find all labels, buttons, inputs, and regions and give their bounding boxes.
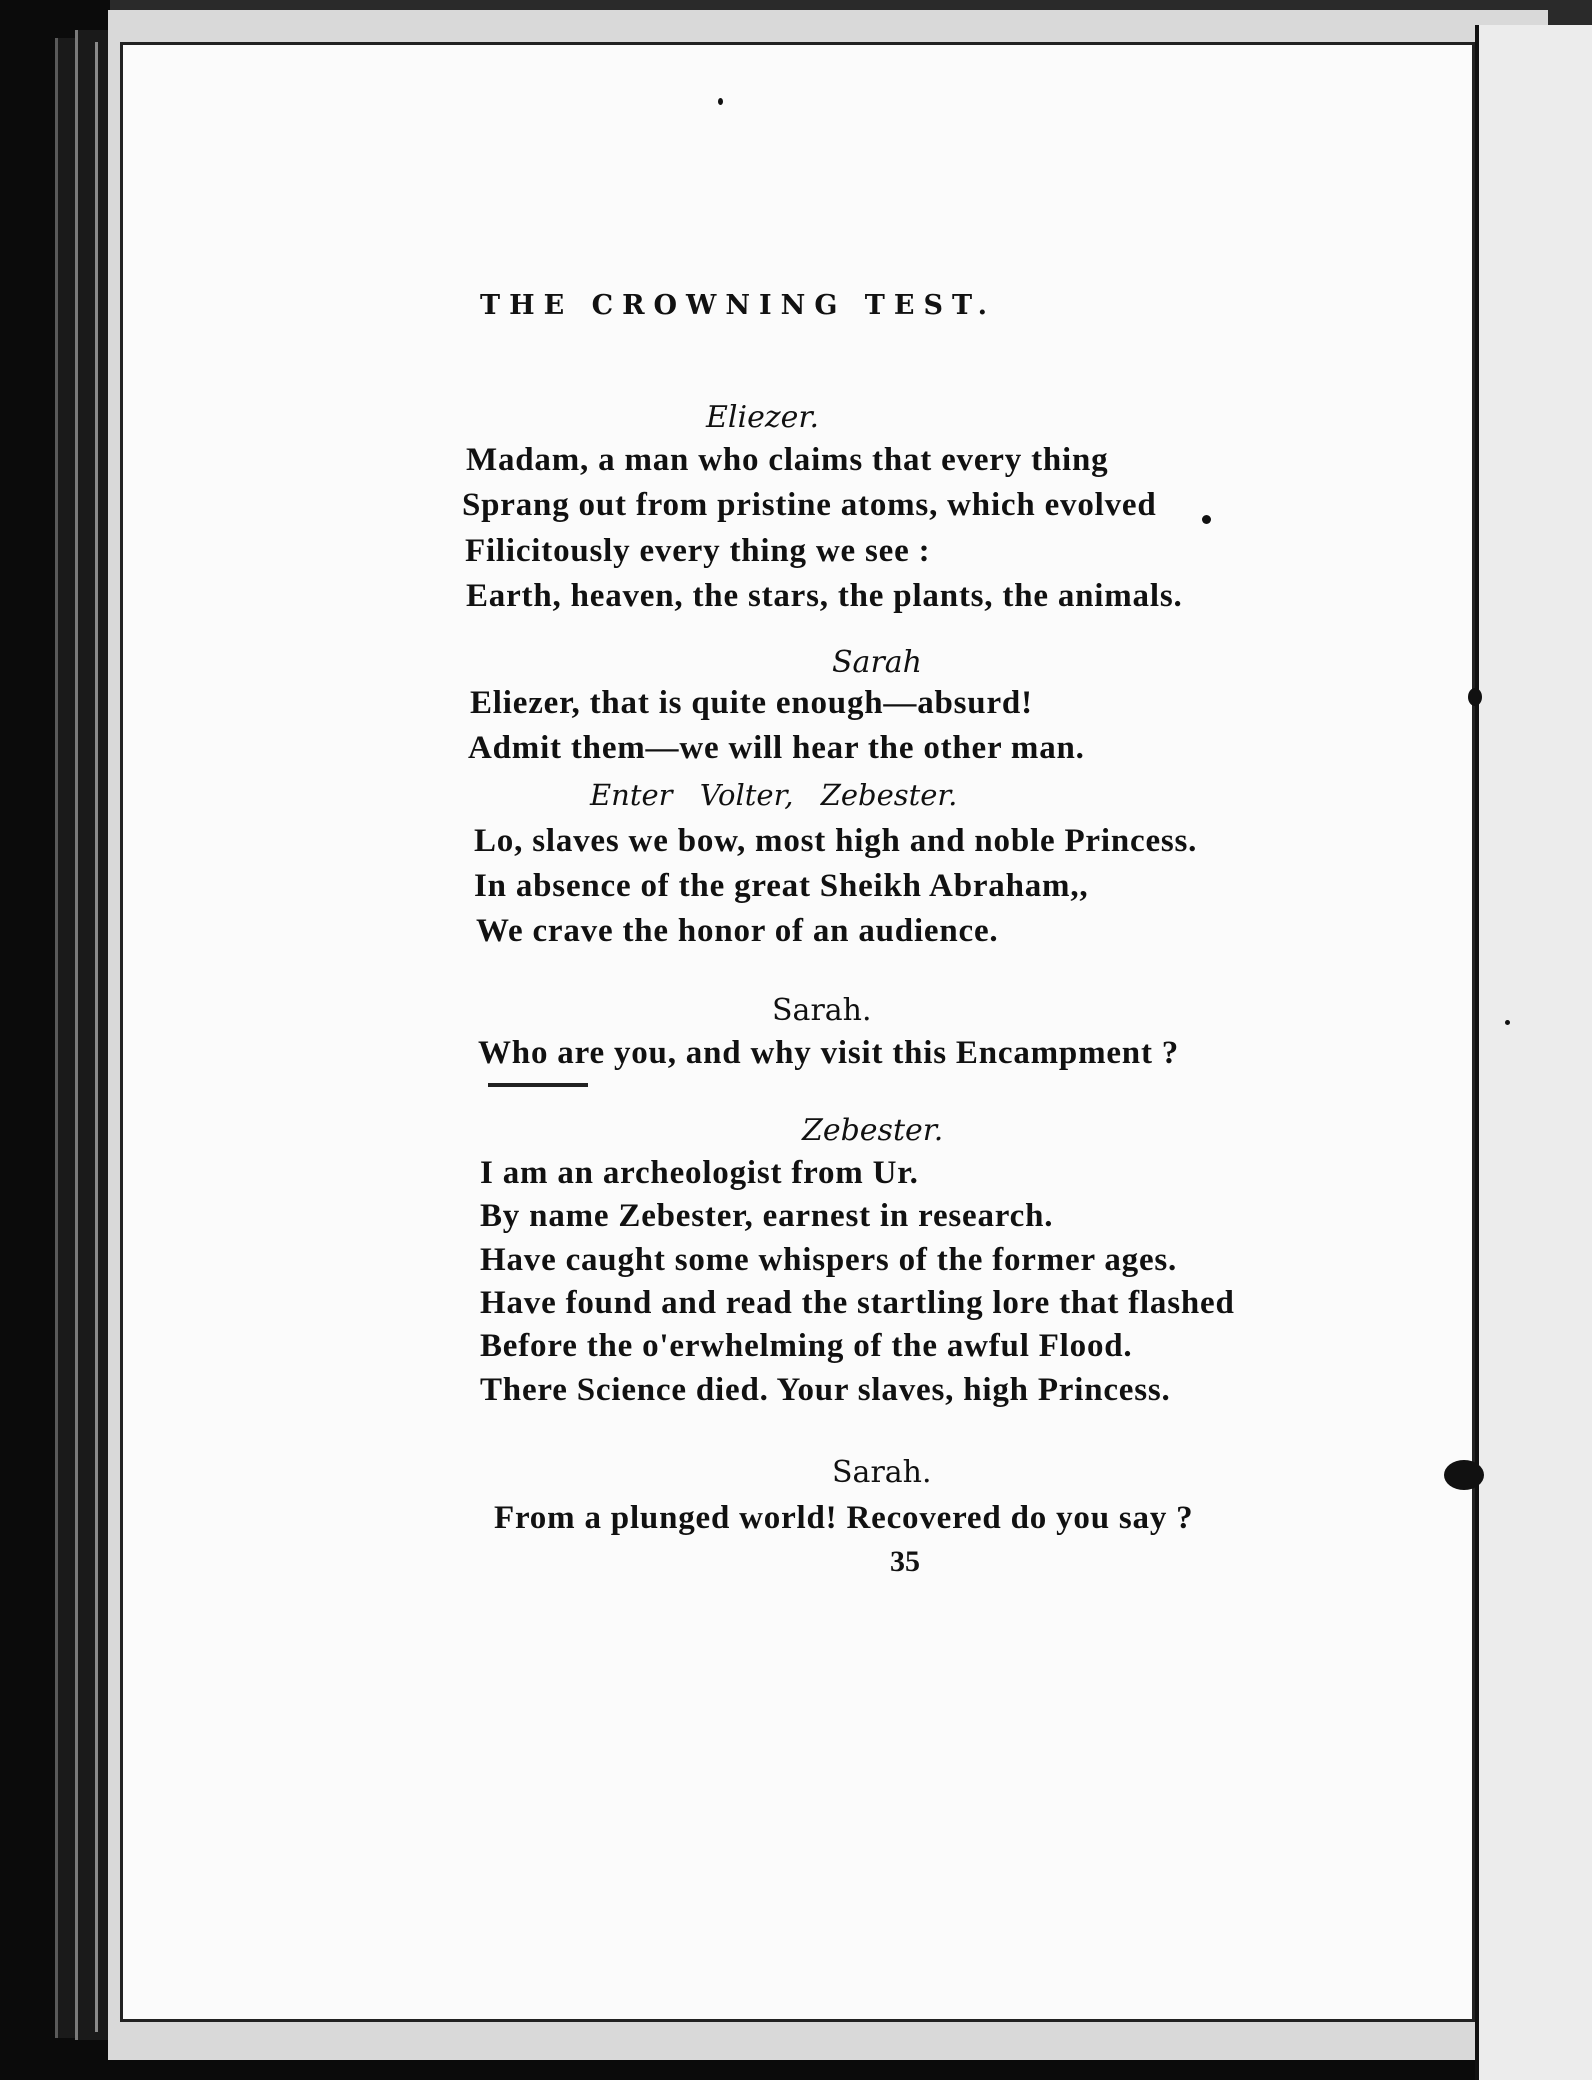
ink-underline (488, 1083, 588, 1087)
stage-direction: Enter Volter, Zebester. (590, 778, 958, 812)
verse-line: There Science died. Your slaves, high Princess. (480, 1372, 1171, 1408)
verse-line: From a plunged world! Recovered do you say ? (494, 1500, 1194, 1536)
verse-line: Who are you, and why visit this Encampment ? (478, 1035, 1180, 1071)
verse-line: Before the o'erwhelming of the awful Flood. (480, 1328, 1133, 1364)
speaker-name: Sarah. (772, 993, 872, 1028)
verse-line: Have caught some whispers of the former ages. (480, 1242, 1178, 1278)
speaker-name: Zebester. (802, 1113, 944, 1148)
running-head: THE CROWNING TEST. (480, 290, 996, 321)
verse-line: Filicitously every thing we see : (465, 533, 931, 569)
verse-line: Madam, a man who claims that every thing (466, 442, 1109, 478)
verse-line: Sprang out from pristine atoms, which evolved (462, 487, 1157, 523)
verse-line: Have found and read the startling lore that flashed (480, 1285, 1235, 1321)
speaker-name: Sarah (832, 645, 922, 680)
verse-line: Earth, heaven, the stars, the plants, the animals. (466, 578, 1183, 614)
verse-line: Admit them—we will hear the other man. (468, 730, 1085, 766)
verse-line: In absence of the great Sheikh Abraham,, (474, 868, 1089, 904)
verse-line: Lo, slaves we bow, most high and noble Princess. (474, 823, 1198, 859)
speaker-name: Sarah. (832, 1455, 932, 1490)
verse-line: I am an archeologist from Ur. (480, 1155, 919, 1191)
speaker-name: Eliezer. (706, 400, 819, 435)
verse-line: By name Zebester, earnest in research. (480, 1198, 1054, 1234)
verse-line: We crave the honor of an audience. (476, 913, 999, 949)
verse-line: Eliezer, that is quite enough—absurd! (470, 685, 1033, 721)
page-number: 35 (890, 1545, 920, 1578)
